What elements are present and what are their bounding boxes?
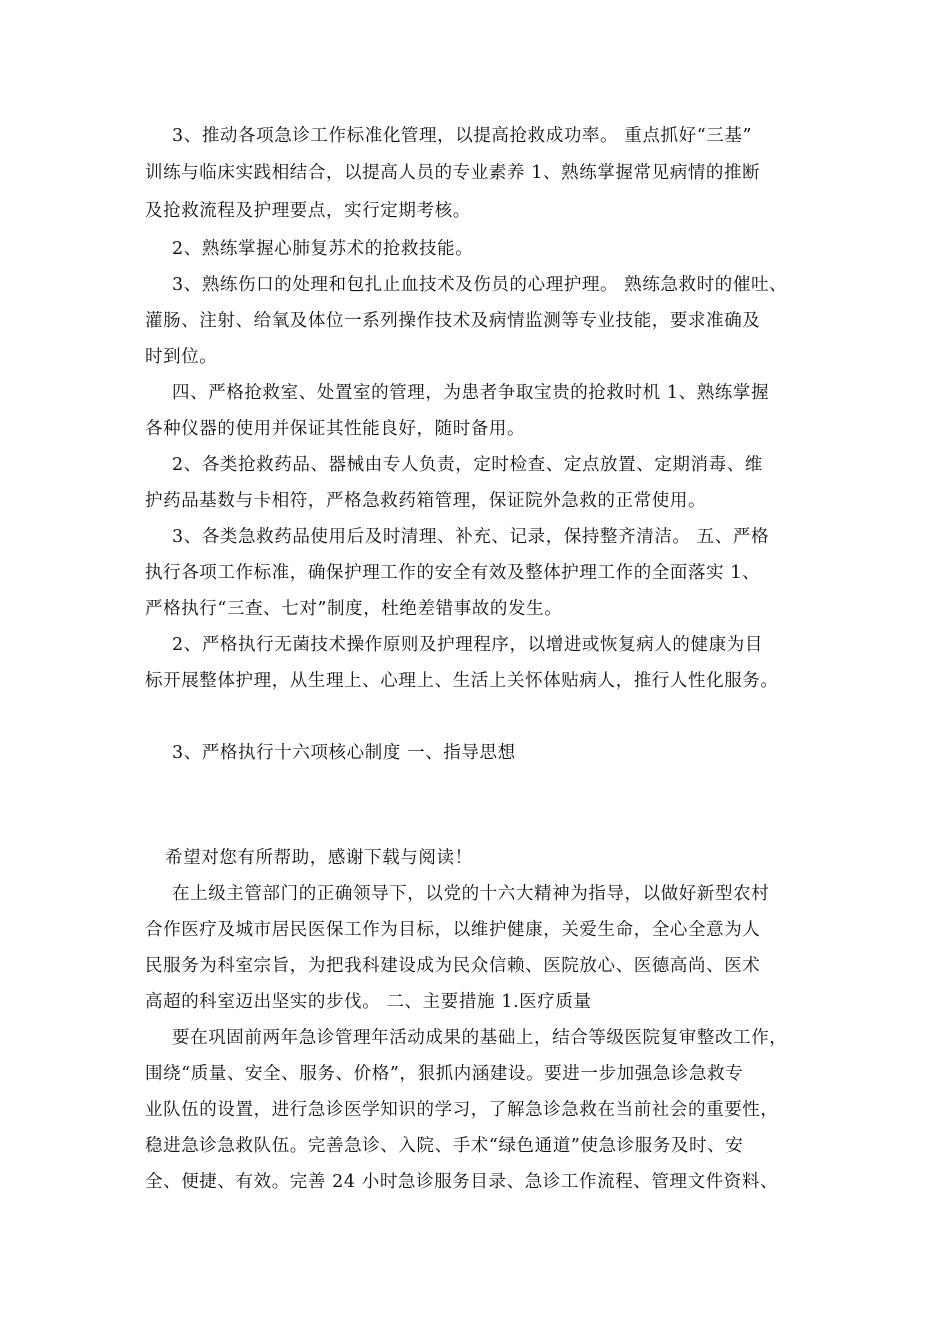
text-line: 及抢救流程及护理要点，实行定期考核。 xyxy=(145,201,471,221)
text-line: 标开展整体护理，从生理上、心理上、生活上关怀体贴病人，推行人性化服务。 xyxy=(145,671,779,691)
text-line: 护药品基数与卡相符，严格急救药箱管理，保证院外急救的正常使用。 xyxy=(145,491,707,511)
text-line: 严格执行“三查、七对”制度，杜绝差错事故的发生。 xyxy=(145,599,563,619)
text-line: 民服务为科室宗旨，为把我科建设成为民众信赖、医院放心、医德高尚、医术 xyxy=(145,956,761,976)
closing-note: 希望对您有所帮助，感谢下载与阅读！ xyxy=(165,848,473,868)
text-line: 3、各类急救药品使用后及时清理、补充、记录，保持整齐清洁。 五、严格 xyxy=(172,527,770,547)
text-line: 四、严格抢救室、处置室的管理，为患者争取宝贵的抢救时机 1、熟练掌握 xyxy=(172,383,770,403)
text-line: 2、严格执行无菌技术操作原则及护理程序，以增进或恢复病人的健康为目 xyxy=(172,635,763,655)
text-line: 稳进急诊急救队伍。完善急诊、入院、手术“绿色通道”使急诊服务及时、安 xyxy=(145,1136,744,1156)
text-line: 3、推动各项急诊工作标准化管理，以提高抢救成功率。 重点抓好“三基” xyxy=(172,126,752,146)
text-line: 灌肠、注射、给氧及体位一系列操作技术及病情监测等专业技能，要求准确及 xyxy=(145,311,761,331)
text-line: 业队伍的设置，进行急诊医学知识的学习，了解急诊急救在当前社会的重要性， xyxy=(145,1100,779,1120)
text-line: 高超的科室迈出坚实的步伐。 二、主要措施 1.医疗质量 xyxy=(145,992,592,1012)
text-line: 2、各类抢救药品、器械由专人负责，定时检查、定点放置、定期消毒、维 xyxy=(172,455,763,475)
text-line: 执行各项工作标准，确保护理工作的安全有效及整体护理工作的全面落实 1、 xyxy=(145,563,761,583)
text-line: 要在巩固前两年急诊管理年活动成果的基础上，结合等级医院复审整改工作， xyxy=(172,1028,788,1048)
text-line: 3、严格执行十六项核心制度 一、指导思想 xyxy=(172,743,516,763)
text-line: 各种仪器的使用并保证其性能良好，随时备用。 xyxy=(145,419,526,439)
text-line: 3、熟练伤口的处理和包扎止血技术及伤员的心理护理。 熟练急救时的催吐、 xyxy=(172,275,788,295)
text-line: 时到位。 xyxy=(145,347,218,367)
text-line: 训练与临床实践相结合，以提高人员的专业素养 1、熟练掌握常见病情的推断 xyxy=(145,163,761,183)
text-line: 全、便捷、有效。完善 24 小时急诊服务目录、急诊工作流程、管理文件资料、 xyxy=(145,1172,779,1192)
text-line: 合作医疗及城市居民医保工作为目标，以维护健康，关爱生命，全心全意为人 xyxy=(145,920,761,940)
text-line: 2、熟练掌握心肺复苏术的抢救技能。 xyxy=(172,239,474,259)
text-line: 在上级主管部门的正确领导下，以党的十六大精神为指导，以做好新型农村 xyxy=(172,884,770,904)
text-line: 围绕“质量、安全、服务、价格”，狠抓内涵建设。要进一步加强急诊急救专 xyxy=(145,1064,744,1084)
